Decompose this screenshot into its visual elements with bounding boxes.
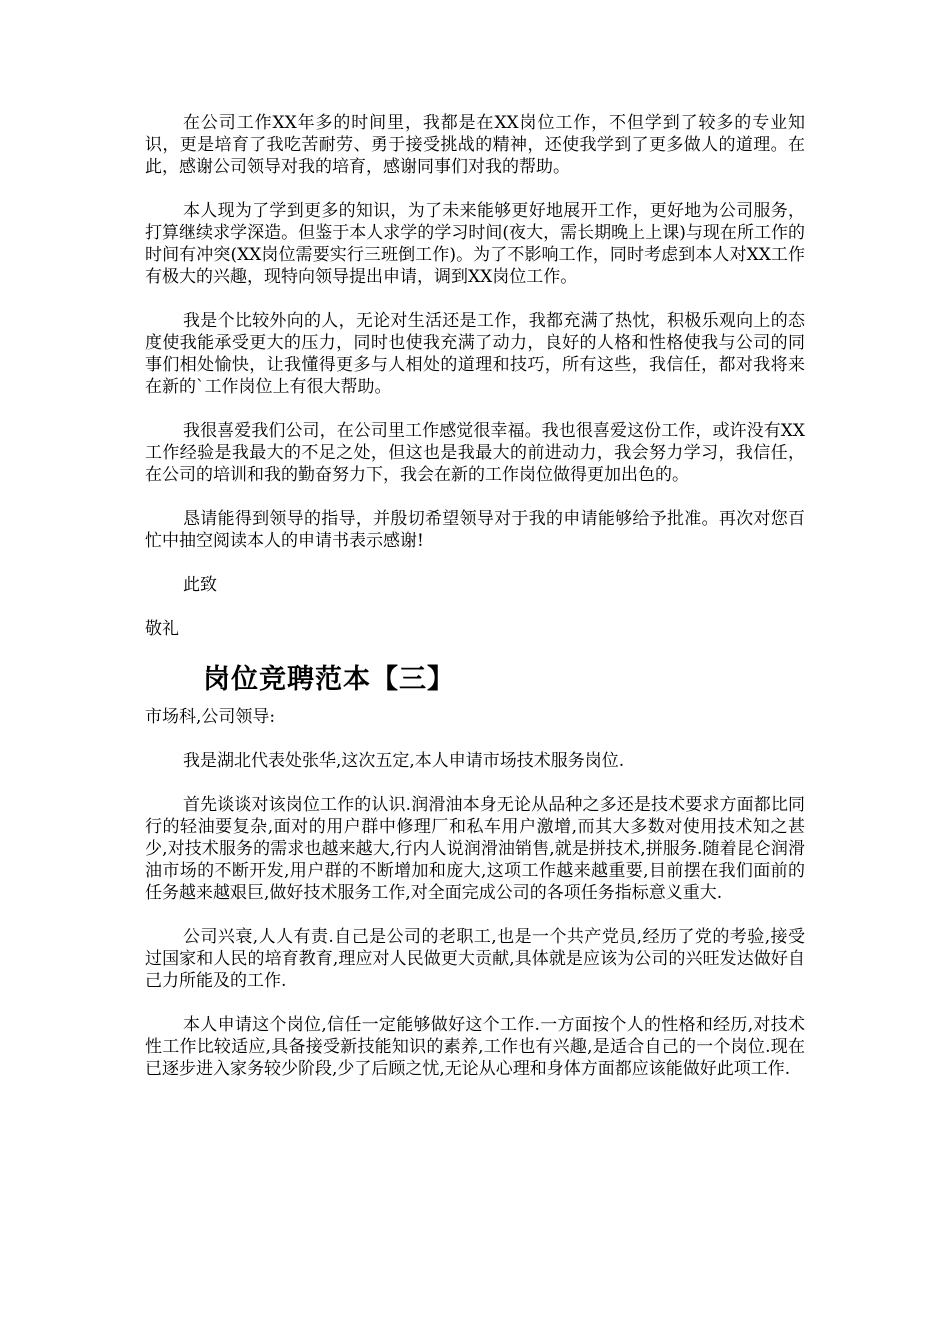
body-paragraph: 恳请能得到领导的指导，并殷切希望领导对于我的申请能够给予批准。再次对您百忙中抽空阅读本人的申请书表示感谢! <box>145 509 805 551</box>
closing-salute: 敬礼 <box>145 619 179 639</box>
body-paragraph: 我是个比较外向的人，无论对生活还是工作，我都充满了热忱，积极乐观向上的态度使我能承受更大的压力，同时也使我充满了动力，良好的人格和性格使我与公司的同事们相处愉快，让我懂得更多与人相处的道理和技巧，所有这些，我信任，都对我将来在新的`工作岗位上有很大帮助。 <box>145 311 805 397</box>
body-paragraph: 我是湖北代表处张华,这次五定,本人申请市场技术服务岗位. <box>183 751 625 771</box>
body-paragraph: 首先谈谈对该岗位工作的认识.润滑油本身无论从品种之多还是技术要求方面都比同行的轻油要复杂,面对的用户群中修理厂和私车用户激增,而其大多数对使用技术知之甚少,对技术服务的需求也越来越大,行内人说润滑油销售,就是拼技术,拼服务.随着昆仑润滑油市场的不断开发,用户群的不断增加和庞大,这项工作越来越重要,目前摆在我们面前的任务越来越艰巨,做好技术服务工作,对全面完成公司的各项任务指标意义重大. <box>145 795 805 903</box>
body-paragraph: 本人现为了学到更多的知识，为了未来能够更好地展开工作，更好地为公司服务，打算继续求学深造。但鉴于本人求学的学习时间(夜大，需长期晚上上课)与现在所工作的时间有冲突(XX岗位需要实行三班倒工作)。为了不影响工作，同时考虑到本人对XX工作有极大的兴趣，现特向领导提出申请，调到XX岗位工作。 <box>145 201 805 287</box>
section-heading: 岗位竞聘范本【三】 <box>203 664 455 695</box>
body-paragraph: 我很喜爱我们公司，在公司里工作感觉很幸福。我也很喜爱这份工作，或许没有XX工作经验是我最大的不足之处，但这也是我最大的前进动力，我会努力学习，我信任，在公司的培训和我的勤奋努力下，我会在新的工作岗位做得更加出色的。 <box>145 421 805 485</box>
document-page <box>145 112 805 1080</box>
body-paragraph: 公司兴衰,人人有责.自己是公司的老职工,也是一个共产党员,经历了党的考验,接受过国家和人民的培育教育,理应对人民做更大贡献,具体就是应该为公司的兴旺发达做好自己力所能及的工作. <box>145 927 805 991</box>
body-paragraph: 在公司工作XX年多的时间里，我都是在XX岗位工作，不但学到了较多的专业知识，更是培育了我吃苦耐劳、勇于接受挑战的精神，还使我学到了更多做人的道理。在此，感谢公司领导对我的培育，感谢同事们对我的帮助。 <box>145 113 805 177</box>
salutation: 市场科,公司领导: <box>145 707 276 727</box>
closing-greeting: 此致 <box>183 575 217 595</box>
body-paragraph: 本人申请这个岗位,信任一定能够做好这个工作.一方面按个人的性格和经历,对技术性工作比较适应,具备接受新技能知识的素养,工作也有兴趣,是适合自己的一个岗位.现在已逐步进入家务较少阶段,少了后顾之忧,无论从心理和身体方面都应该能做好此项工作. <box>145 1015 805 1079</box>
